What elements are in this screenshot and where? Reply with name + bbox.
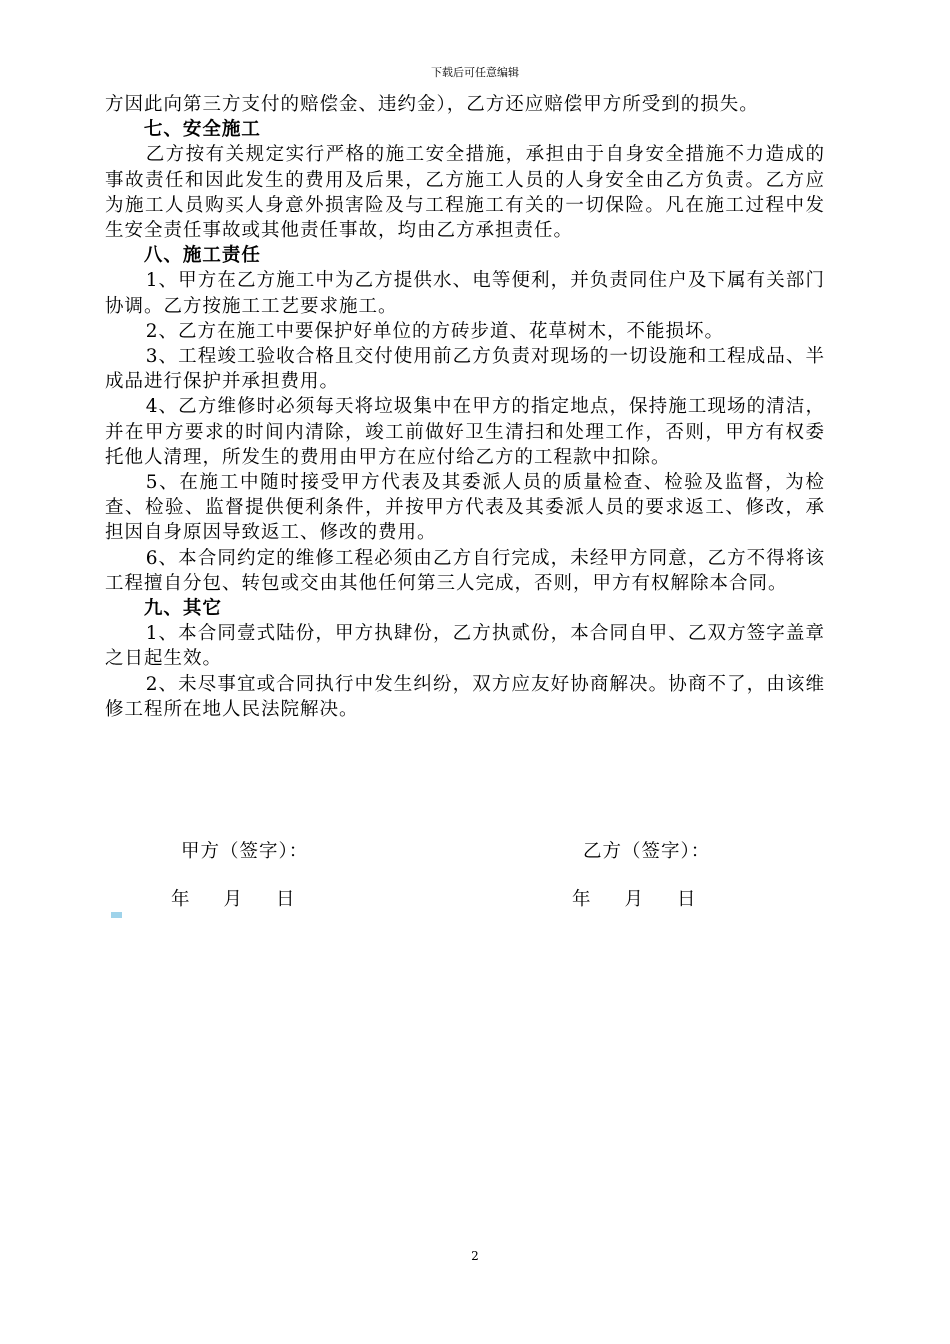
clause-9-1: 1、本合同壹式陆份，甲方执肆份，乙方执贰份，本合同自甲、乙双方签字盖章之日起生效。 xyxy=(105,623,825,670)
paragraph-safety: 乙方按有关规定实行严格的施工安全措施，承担由于自身安全措施不力造成的事故责任和因此发生的费用及后果，乙方施工人员的人身安全由乙方负责。乙方应为施工人员购买人身意外损害险及与工程施工有关的一切保险。凡在施工过程中发生安全责任事故或其他责任事故，均由乙方承担责任。 xyxy=(105,144,825,242)
section-heading-other: 九、其它 xyxy=(143,598,222,620)
paragraph-continuation: 方因此向第三方支付的赔偿金、违约金），乙方还应赔偿甲方所受到的损失。 xyxy=(105,94,759,115)
party-a-signature-label: 甲方（签字）： xyxy=(181,841,309,862)
section-heading-safety: 七、安全施工 xyxy=(143,119,261,141)
party-b-date-day: 日 xyxy=(677,889,696,910)
clause-8-1: 1、甲方在乙方施工中为乙方提供水、电等便利，并负责同住户及下属有关部门协调。乙方按施工工艺要求施工。 xyxy=(105,270,825,317)
anchor-marker xyxy=(111,912,122,918)
clause-8-2: 2、乙方在施工中要保护好单位的方砖步道、花草树木，不能损坏。 xyxy=(145,320,724,342)
page-number: 2 xyxy=(471,1249,479,1263)
party-a-date-month: 月 xyxy=(223,889,243,910)
section-heading-responsibility: 八、施工责任 xyxy=(143,245,261,267)
party-a-date-year: 年 xyxy=(171,889,190,910)
clause-8-6: 6、本合同约定的维修工程必须由乙方自行完成，未经甲方同意，乙方不得将该工程擅自分包、转包或交由其他任何第三人完成，否则，甲方有权解除本合同。 xyxy=(105,547,825,594)
party-b-date-month: 月 xyxy=(624,889,644,910)
page-header: 下载后可任意编辑 xyxy=(431,66,519,79)
party-a-date xyxy=(171,888,295,912)
party-b-date-year: 年 xyxy=(572,889,591,910)
party-a-date-day: 日 xyxy=(276,889,295,910)
contract-body xyxy=(105,92,825,722)
clause-8-5: 5、在施工中随时接受甲方代表及其委派人员的质量检查、检验及监督，为检查、检验、监督提供便利条件，并按甲方代表及其委派人员的要求返工、修改，承担因自身原因导致返工、修改的费用。 xyxy=(105,472,825,544)
clause-9-2: 2、未尽事宜或合同执行中发生纠纷，双方应友好协商解决。协商不了，由该维修工程所在地人民法院解决。 xyxy=(105,673,825,720)
party-b-signature-label: 乙方（签字）： xyxy=(583,841,711,862)
clause-8-4: 4、乙方维修时必须每天将垃圾集中在甲方的指定地点，保持施工现场的清洁，并在甲方要求的时间内清除，竣工前做好卫生清扫和处理工作，否则，甲方有权委托他人清理，所发生的费用由甲方在应付给乙方的工程款中扣除。 xyxy=(105,396,825,468)
clause-8-3: 3、工程竣工验收合格且交付使用前乙方负责对现场的一切设施和工程成品、半成品进行保护并承担费用。 xyxy=(105,346,825,393)
party-b-date xyxy=(572,888,696,912)
